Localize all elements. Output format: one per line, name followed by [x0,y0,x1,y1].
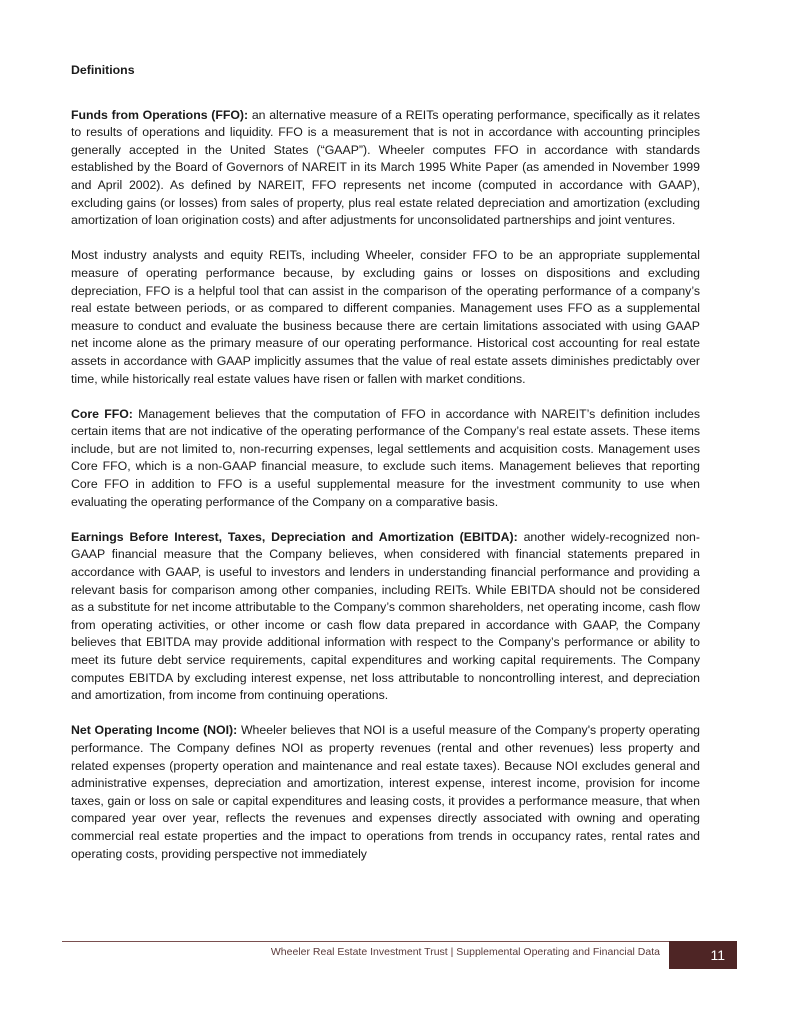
definition-noi [71,722,700,863]
term-label: Net Operating Income (NOI): [71,723,238,738]
definition-text: Most industry analysts and equity REITs, including Wheeler, consider FFO to be an appropriate supplemental measure of operating performance because, by excluding gains or losses on dispositions and excluding depreciation, FFO is a helpful tool that can assist in the comparison of the operating performance of a company’s real estate between periods, or as compared to different companies. Management uses FFO as a supplemental measure to conduct and evaluate the business because there are certain limitations associated with using GAAP net income alone as the primary measure of our operating performance. Historical cost accounting for real estate assets in accordance with GAAP implicitly assumes that the value of real estate assets diminishes predictably over time, while historically real estate values have risen or fallen with market conditions. [71,248,700,386]
page-heading: Definitions [71,63,135,77]
definition-ffo-rationale [71,247,700,388]
page-number: 11 [710,947,725,963]
term-label: Earnings Before Interest, Taxes, Depreciation and Amortization (EBITDA): [71,529,518,544]
definition-text: Wheeler believes that NOI is a useful measure of the Company's property operating performance. The Company defines NOI as property revenues (rental and other revenues) less property and related expenses (property operation and maintenance and real estate taxes). Because NOI excludes general and administrative expenses, depreciation and amortization, interest expense, interest income, provision for income taxes, gain or loss on sale or capital expenditures and leasing costs, it provides a performance measure, that when compared year over year, reflects the revenues and expenses directly associated with owning and operating commercial real estate properties and the impact to operations from trends in occupancy rates, rental rates and operating costs, providing perspective not immediately [71,723,700,861]
footer-divider [62,941,670,942]
footer-title: Wheeler Real Estate Investment Trust | Supplemental Operating and Financial Data [270,946,660,958]
definition-core-ffo [71,406,700,512]
definition-ffo [71,107,700,230]
definition-text: another widely-recognized non-GAAP financial measure that the Company believes, when considered with financial statements prepared in accordance with GAAP, is useful to investors and lenders in understanding financial performance and providing a relevant basis for comparison among other companies, including REITs. While EBITDA should not be considered as a substitute for net income attributable to the Company’s common shareholders, net operating income, cash flow from operating activities, or other income or cash flow data prepared in accordance with GAAP, the Company believes that EBITDA may provide additional information with respect to the Company’s performance or ability to meet its future debt service requirements, capital expenditures and working capital requirements. The Company computes EBITDA by excluding interest expense, net loss attributable to noncontrolling interest, and depreciation and amortization, from income from continuing operations. [71,529,700,703]
document-body [71,62,700,881]
term-label: Funds from Operations (FFO): [71,107,249,122]
definition-text: Management believes that the computation of FFO in accordance with NAREIT’s definition includes certain items that are not indicative of the operating performance of the Company’s real estate assets. These items include, but are not limited to, non-recurring expenses, legal settlements and acquisition costs. Management uses Core FFO, which is a non-GAAP financial measure, to exclude such items. Management believes that reporting Core FFO in addition to FFO is a useful supplemental measure for the investment community to use when evaluating the operating performance of the Company on a comparative basis. [71,406,700,509]
definition-ebitda [71,529,700,705]
definition-text: an alternative measure of a REITs operating performance, specifically as it relates to results of operations and liquidity. FFO is a measurement that is not in accordance with accounting principles generally accepted in the United States (“GAAP”). Wheeler computes FFO in accordance with standards established by the Board of Governors of NAREIT in its March 1995 White Paper (as amended in November 1999 and April 2002). As defined by NAREIT, FFO represents net income (computed in accordance with GAAP), excluding gains (or losses) from sales of property, plus real estate related depreciation and amortization (excluding amortization of loan origination costs) and after adjustments for unconsolidated partnerships and joint ventures. [71,107,700,228]
term-label: Core FFO: [71,406,133,421]
page-number-badge [669,941,737,969]
